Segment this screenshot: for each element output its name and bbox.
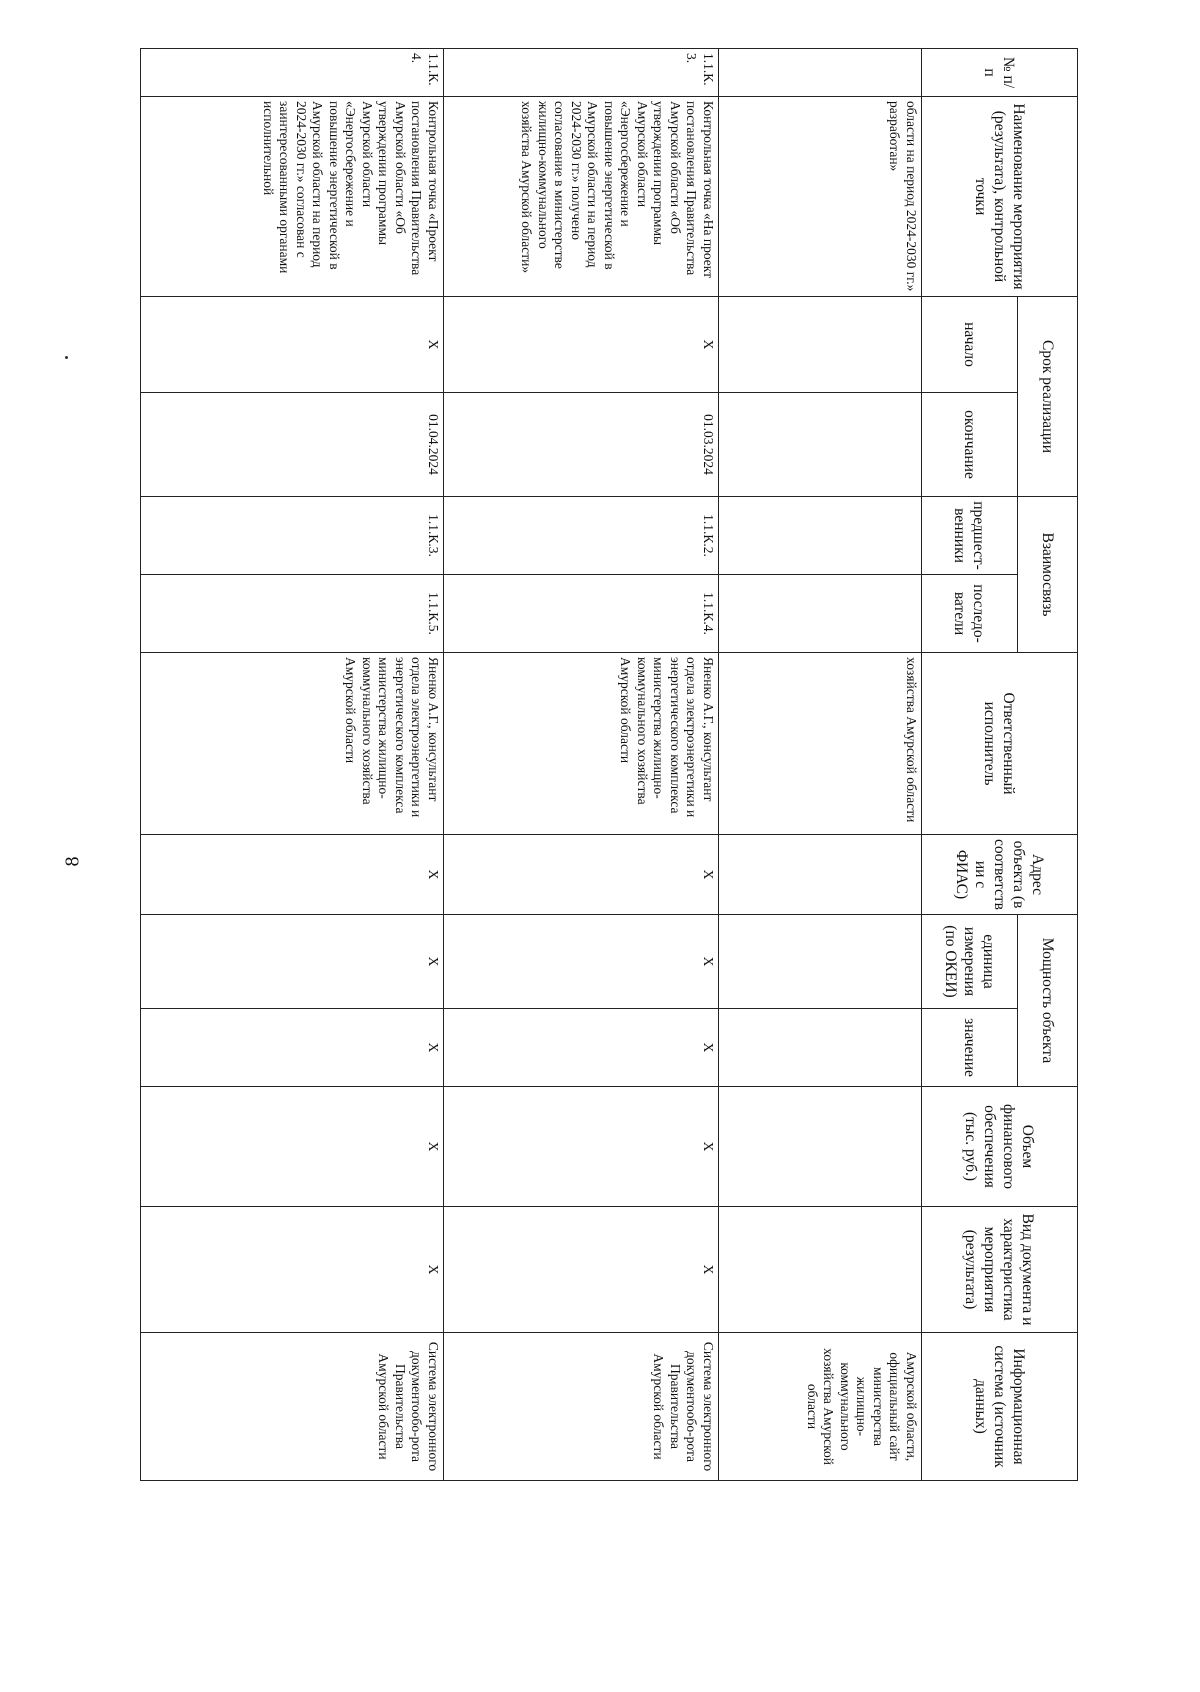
cell-num: 1.1.К.4. xyxy=(141,49,444,97)
cell-name: Контрольная точка «Проект постановления Правительства Амурской области «Об утверждении программы Амурской области «Энергосбережение и повышение энергетической в Амурской области на период 2024-2030 гг.» согласован с заинтересованными органами исполнительной xyxy=(141,97,444,297)
header-address: Адрес объекта (в соответствии с ФИАС) xyxy=(922,835,1078,915)
cell-next: 1.1.К.5. xyxy=(141,575,444,653)
cell-finance: X xyxy=(444,1087,719,1207)
cell-next xyxy=(719,575,922,653)
cell-finance xyxy=(719,1087,922,1207)
cell-responsible: Яненко А.Г., консультант отдела электроэнергетики и энергетического комплекса министерства жилищно-коммунального хозяйства Амурской области xyxy=(444,653,719,835)
cell-info-system: Система электронного документообо-рота Правительства Амурской области xyxy=(444,1333,719,1481)
cell-address xyxy=(719,835,922,915)
cell-start: X xyxy=(141,297,444,393)
header-document: Вид документа и характеристика мероприятия (результата) xyxy=(922,1207,1078,1333)
cell-document: X xyxy=(444,1207,719,1333)
scan-speck xyxy=(65,356,68,359)
table-row xyxy=(719,49,922,1481)
cell-info-system: Система электронного документообо-рота Правительства Амурской области xyxy=(141,1333,444,1481)
header-num: № п/п xyxy=(922,49,1078,97)
cell-info-system: Амурской области, официальный сайт министерства жилищно-коммунального хозяйства Амурской области xyxy=(719,1333,922,1481)
cell-value xyxy=(719,1009,922,1087)
cell-end: 01.03.2024 xyxy=(444,393,719,497)
cell-finance: X xyxy=(141,1087,444,1207)
cell-document xyxy=(719,1207,922,1333)
cell-num xyxy=(719,49,922,97)
header-link: Взаимосвязь xyxy=(1018,497,1078,653)
cell-start: X xyxy=(444,297,719,393)
cell-value: X xyxy=(141,1009,444,1087)
header-term: Срок реализации xyxy=(1018,297,1078,497)
cell-unit xyxy=(719,915,922,1009)
header-power: Мощность объекта xyxy=(1018,915,1078,1087)
header-term-end: окончание xyxy=(922,393,1018,497)
header-info-system: Информационная система (источник данных) xyxy=(922,1333,1078,1481)
cell-start xyxy=(719,297,922,393)
cell-address: X xyxy=(444,835,719,915)
header-term-start: начало xyxy=(922,297,1018,393)
cell-num: 1.1.К.3. xyxy=(444,49,719,97)
header-responsible: Ответственный исполнитель xyxy=(922,653,1078,835)
header-power-unit: единица измерения (по ОКЕИ) xyxy=(922,915,1018,1009)
cell-name: области на период 2024-2030 гг.» разработан» xyxy=(719,97,922,297)
cell-unit: X xyxy=(444,915,719,1009)
plan-table xyxy=(140,48,1078,1481)
cell-pred xyxy=(719,497,922,575)
cell-responsible: хозяйства Амурской области xyxy=(719,653,922,835)
cell-document: X xyxy=(141,1207,444,1333)
table-row xyxy=(444,49,719,1481)
header-name: Наименование мероприятия (результата), контрольной точки xyxy=(922,97,1078,297)
cell-next: 1.1.К.4. xyxy=(444,575,719,653)
table-row xyxy=(141,49,444,1481)
header-finance: Объем финансового обеспечения (тыс. руб.) xyxy=(922,1087,1078,1207)
cell-address: X xyxy=(141,835,444,915)
cell-pred: 1.1.К.2. xyxy=(444,497,719,575)
header-link-next: последо-ватели xyxy=(922,575,1018,653)
cell-end xyxy=(719,393,922,497)
cell-end: 01.04.2024 xyxy=(141,393,444,497)
header-power-value: значение xyxy=(922,1009,1018,1087)
rotated-table-container xyxy=(141,48,1078,1480)
cell-name: Контрольная точка «На проект постановления Правительства Амурской области «Об утверждении программы Амурской области «Энергосбережение и повышение энергетической в Амурской области на период 2024-2030 гг.» получено согласование в министерстве жилищно-коммунального хозяйства Амурской области» xyxy=(444,97,719,297)
cell-unit: X xyxy=(141,915,444,1009)
header-link-pred: предшест-венники xyxy=(922,497,1018,575)
page-number: 8 xyxy=(61,856,84,867)
cell-responsible: Яненко А.Г., консультант отдела электроэнергетики и энергетического комплекса министерства жилищно-коммунального хозяйства Амурской области xyxy=(141,653,444,835)
cell-pred: 1.1.К.3. xyxy=(141,497,444,575)
cell-value: X xyxy=(444,1009,719,1087)
